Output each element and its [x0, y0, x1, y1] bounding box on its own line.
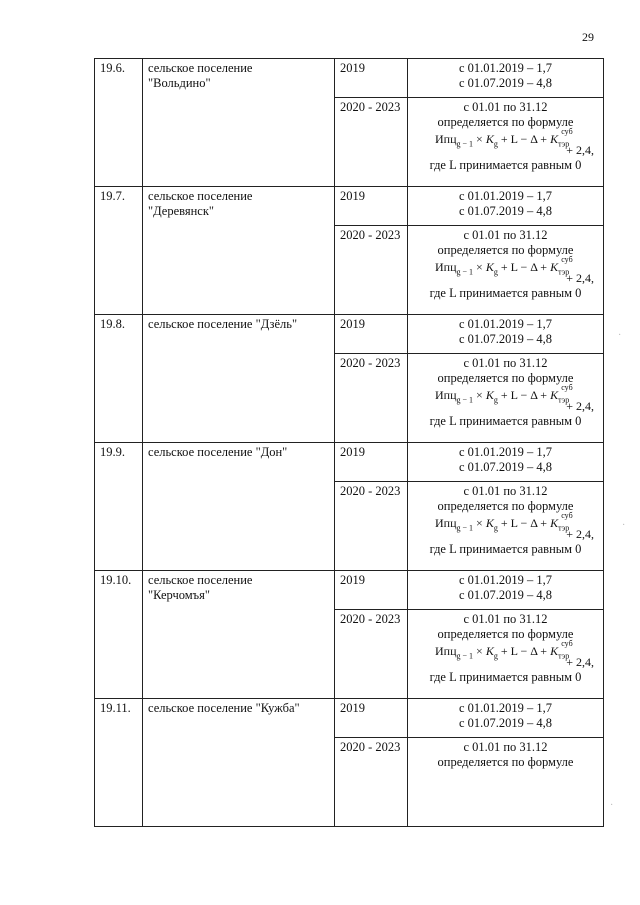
period-years: 2020 - 2023 — [335, 610, 408, 699]
period-years: 2020 - 2023 — [335, 226, 408, 315]
page-number: 29 — [582, 30, 594, 44]
period-year: 2019 — [335, 699, 408, 738]
scan-noise: · — [622, 520, 626, 531]
period-year: 2019 — [335, 59, 408, 98]
index-formula-cell: с 01.01 по 31.12 определяется по формуле $Ипц_{g - 1} \times K_g + L - \Delta + K_{тэр}^{суб}$ + 2,4, где L принимается равным 0 — [408, 226, 604, 315]
formula: $Ипц_{g - 1} \times K_g + L - \Delta + K_{тэр}^{суб}$ + 2,4, — [435, 255, 594, 285]
row-number: 19.10. — [95, 571, 143, 699]
formula: $Ипц_{g - 1} \times K_g + L - \Delta + K_{тэр}^{суб}$ + 2,4, — [435, 127, 594, 157]
period-years: 2020 - 2023 — [335, 98, 408, 187]
index-formula-cell: с 01.01 по 31.12 определяется по формуле $Ипц_{g - 1} \times K_g + L - \Delta + K_{тэр}^{суб}$ + 2,4, где L принимается равным 0 — [408, 98, 604, 187]
settlement-name: сельское поселение "Вольдино" — [143, 59, 335, 187]
formula: $Ипц_{g - 1} \times K_g + L - \Delta + K_{тэр}^{суб}$ + 2,4, — [435, 383, 594, 413]
index-formula-cell: с 01.01 по 31.12 определяется по формуле $Ипц_{g - 1} \times K_g + L - \Delta + K_{тэр}^{суб}$ + 2,4, где L принимается равным 0 — [408, 482, 604, 571]
index-value: с 01.01.2019 – 1,7 с 01.07.2019 – 4,8 — [408, 59, 604, 98]
scan-noise: · — [610, 800, 614, 811]
index-formula-cell: с 01.01 по 31.12 определяется по формуле — [408, 738, 604, 827]
index-value: с 01.01.2019 – 1,7 с 01.07.2019 – 4,8 — [408, 699, 604, 738]
settlement-name: сельское поселение "Дзёль" — [143, 315, 335, 443]
index-value: с 01.01.2019 – 1,7 с 01.07.2019 – 4,8 — [408, 571, 604, 610]
period-year: 2019 — [335, 443, 408, 482]
row-number: 19.7. — [95, 187, 143, 315]
index-value: с 01.01.2019 – 1,7 с 01.07.2019 – 4,8 — [408, 443, 604, 482]
table-row — [95, 187, 604, 226]
formula: $Ипц_{g - 1} \times K_g + L - \Delta + K_{тэр}^{суб}$ + 2,4, — [435, 639, 594, 669]
settlement-name: сельское поселение "Керчомъя" — [143, 571, 335, 699]
index-formula-cell: с 01.01 по 31.12 определяется по формуле $Ипц_{g - 1} \times K_g + L - \Delta + K_{тэр}^{суб}$ + 2,4, где L принимается равным 0 — [408, 610, 604, 699]
formula: $Ипц_{g - 1} \times K_g + L - \Delta + K_{тэр}^{суб}$ + 2,4, — [435, 511, 594, 541]
table-row — [95, 571, 604, 610]
table-row — [95, 59, 604, 98]
period-year: 2019 — [335, 571, 408, 610]
index-value: с 01.01.2019 – 1,7 с 01.07.2019 – 4,8 — [408, 187, 604, 226]
table-row — [95, 443, 604, 482]
table-row — [95, 315, 604, 354]
index-formula-cell: с 01.01 по 31.12 определяется по формуле $Ипц_{g - 1} \times K_g + L - \Delta + K_{тэр}^{суб}$ + 2,4, где L принимается равным 0 — [408, 354, 604, 443]
period-year: 2019 — [335, 315, 408, 354]
period-year: 2019 — [335, 187, 408, 226]
row-number: 19.9. — [95, 443, 143, 571]
tariff-table — [94, 58, 604, 827]
scan-noise: · — [618, 330, 622, 341]
row-number: 19.11. — [95, 699, 143, 827]
settlement-name: сельское поселение "Деревянск" — [143, 187, 335, 315]
settlement-name: сельское поселение "Дон" — [143, 443, 335, 571]
index-value: с 01.01.2019 – 1,7 с 01.07.2019 – 4,8 — [408, 315, 604, 354]
row-number: 19.8. — [95, 315, 143, 443]
period-years: 2020 - 2023 — [335, 482, 408, 571]
row-number: 19.6. — [95, 59, 143, 187]
period-years: 2020 - 2023 — [335, 354, 408, 443]
table-row — [95, 699, 604, 738]
settlement-name: сельское поселение "Кужба" — [143, 699, 335, 827]
period-years: 2020 - 2023 — [335, 738, 408, 827]
